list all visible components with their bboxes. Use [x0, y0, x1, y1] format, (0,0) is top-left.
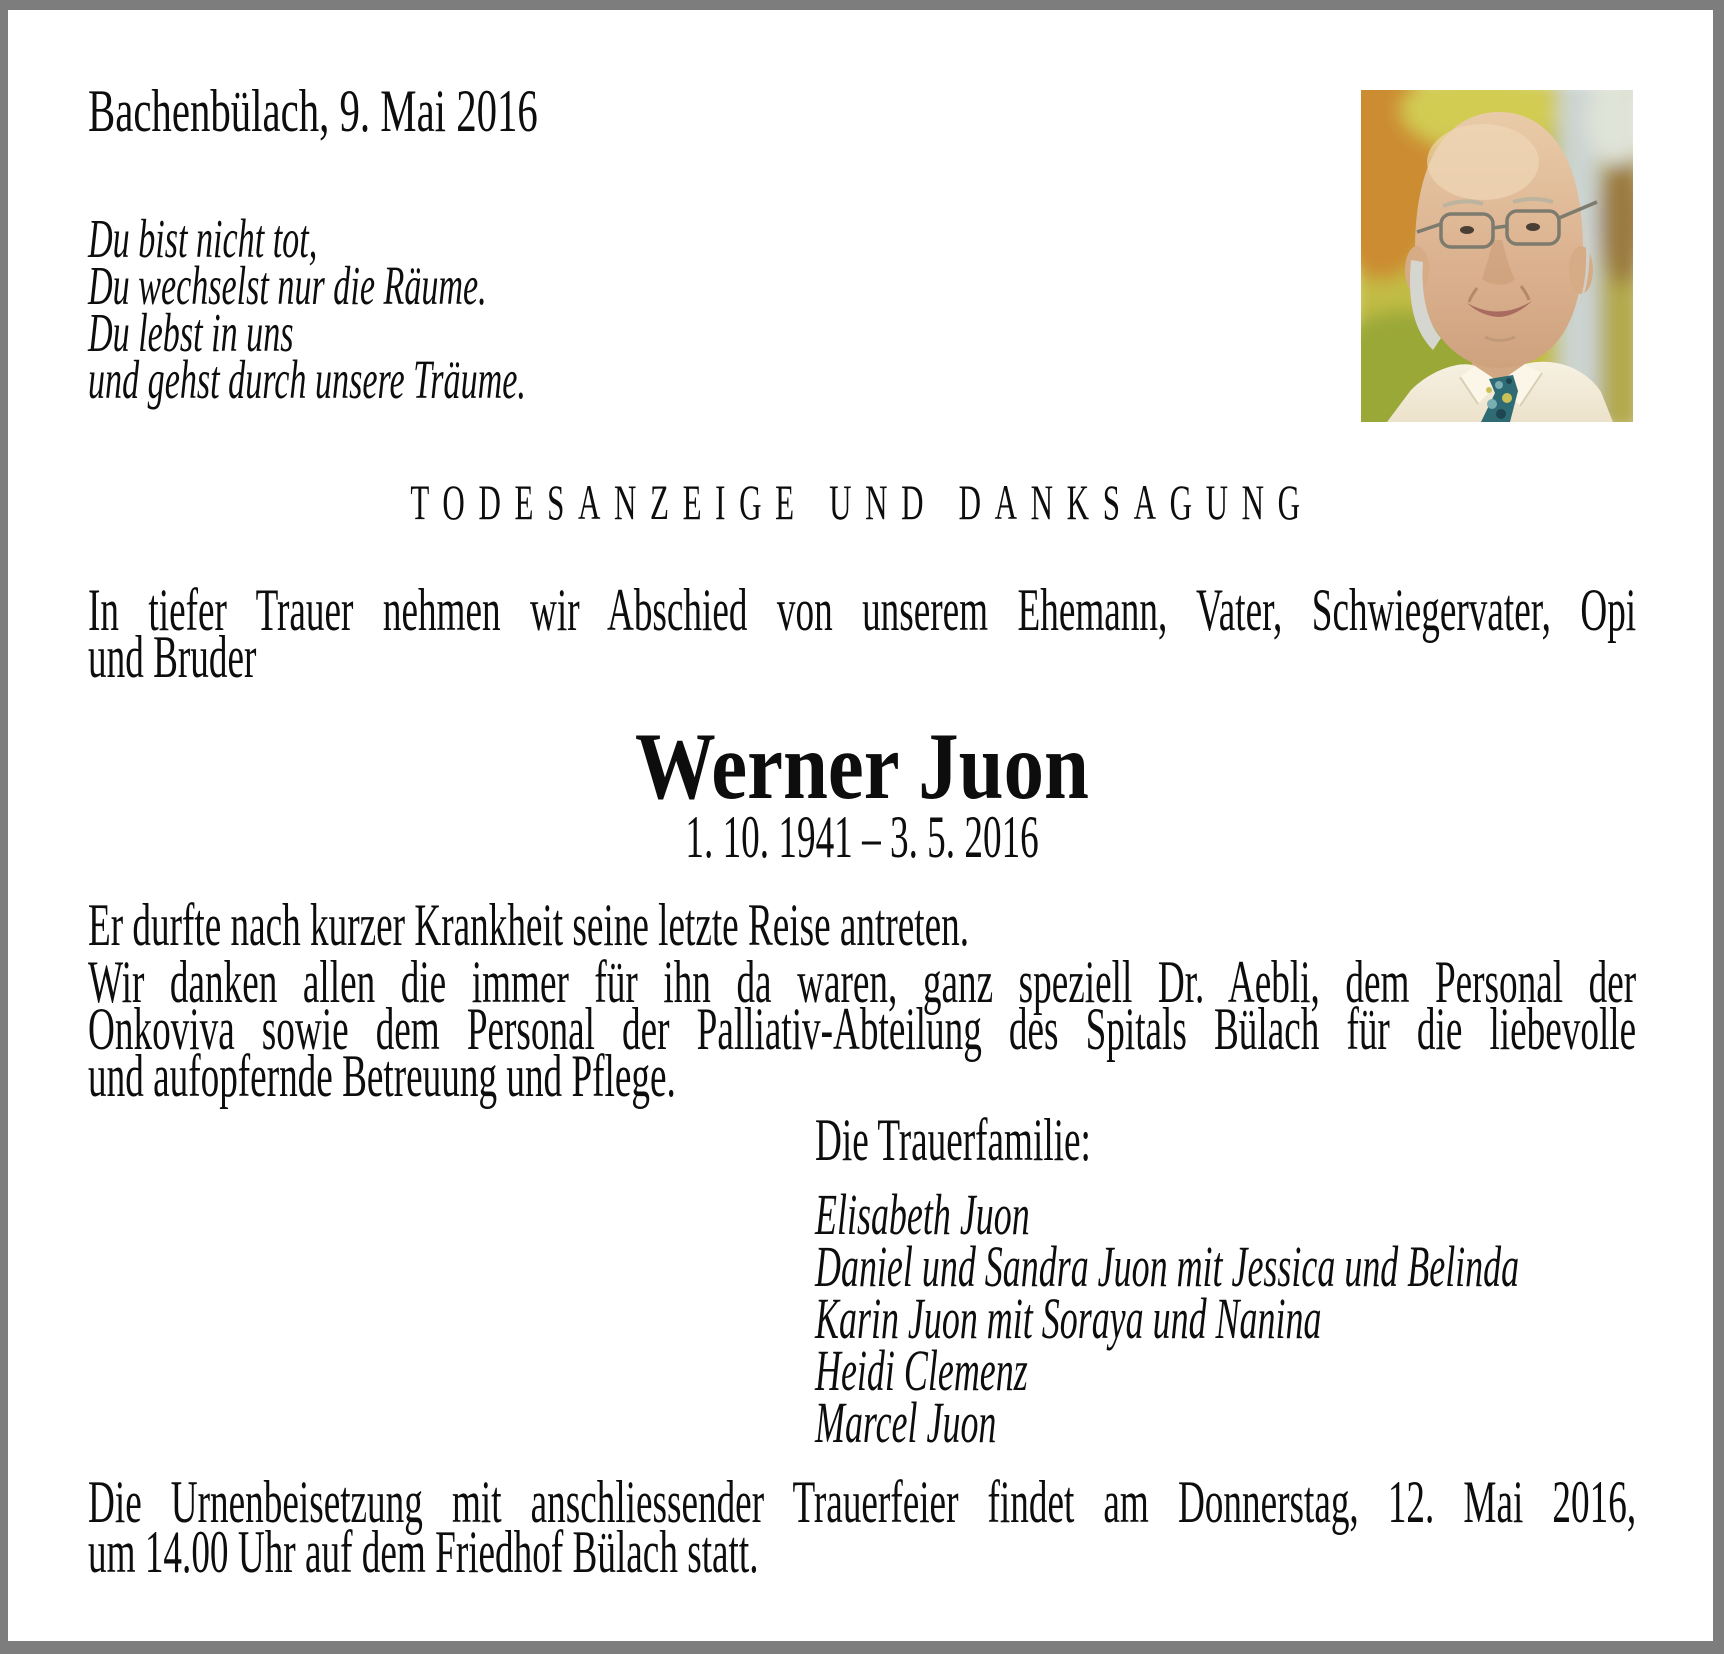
family-member: Marcel Juon [815, 1390, 997, 1455]
life-dates: 1. 10. 1941 – 3. 5. 2016 [685, 804, 1039, 870]
family-member: Heidi Clemenz [815, 1338, 1028, 1403]
funeral-line: Die Urnenbeisetzung mit anschliessender Trauerfeier findet am Donnerstag, 12. Mai 2016, [88, 1469, 1637, 1535]
deceased-name: Werner Juon [634, 713, 1089, 819]
thanks-line: Wir danken allen die immer für ihn da waren, ganz speziell Dr. Aebli, dem Personal der [88, 949, 1637, 1015]
family-member: Daniel und Sandra Juon mit Jessica und Belinda [815, 1234, 1520, 1299]
intro-line: In tiefer Trauer nehmen wir Abschied von unserem Ehemann, Vater, Schwiegervater, Opi [88, 577, 1637, 643]
notice-heading: TODESANZEIGE UND DANKSAGUNG [410, 474, 1314, 530]
thanks-line: Onkoviva sowie dem Personal der Palliativ-Abteilung des Spitals Bülach für die liebevolle [88, 996, 1637, 1062]
poem-line: und gehst durch unsere Träume. [88, 349, 526, 410]
intro-paragraph [88, 577, 1637, 690]
thanks-paragraph [88, 949, 1637, 1109]
intro-line: und Bruder [88, 624, 257, 690]
funeral-line: um 14.00 Uhr auf dem Friedhof Bülach statt. [88, 1519, 759, 1585]
family-members [815, 1182, 1636, 1455]
memorial-poem [88, 208, 894, 410]
poem-line: Du wechselst nur die Räume. [88, 255, 487, 316]
portrait-photo [1361, 90, 1633, 422]
family-member: Karin Juon mit Soraya und Nanina [815, 1286, 1322, 1351]
farewell-line: Er durfte nach kurzer Krankheit seine letzte Reise antreten. [88, 892, 970, 958]
dateline: Bachenbülach, 9. Mai 2016 [88, 78, 538, 144]
poem-line: Du bist nicht tot, [88, 208, 318, 269]
poem-line: Du lebst in uns [88, 302, 294, 363]
family-member: Elisabeth Juon [815, 1182, 1030, 1247]
thanks-line: und aufopfernde Betreuung und Pflege. [88, 1043, 676, 1109]
funeral-info [88, 1469, 1637, 1585]
family-label: Die Trauerfamilie: [815, 1107, 1091, 1173]
